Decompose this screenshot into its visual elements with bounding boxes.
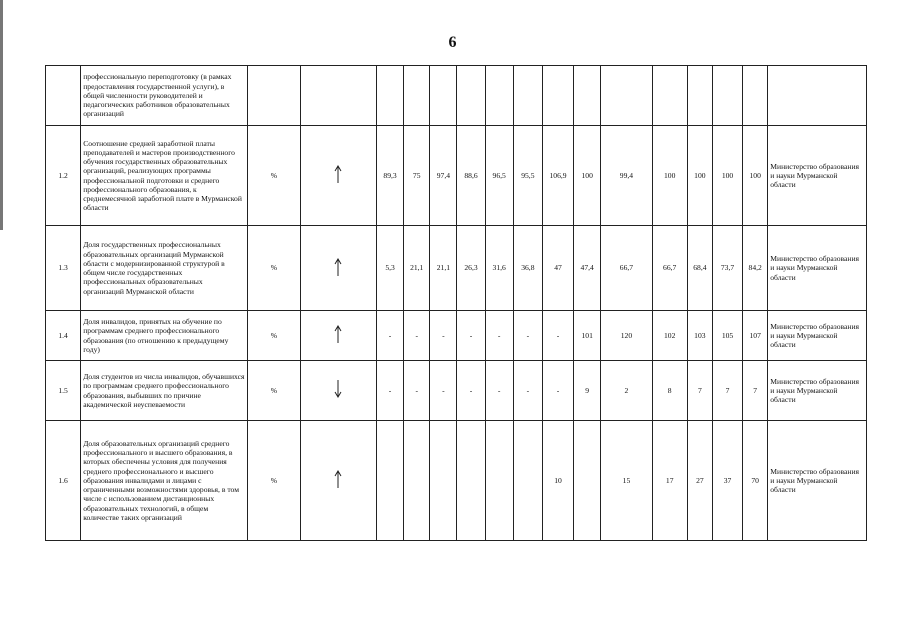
value-cell: 84,2	[743, 226, 768, 311]
value-cell: 73,7	[712, 226, 742, 311]
indicator-name-cell: Доля государственных профессиональных образовательных организаций Мурманской области с модернизированной структурой в общем числе государственных профессиональных образовательных организаций Мурманской области	[81, 226, 248, 311]
value-cell: 100	[652, 126, 687, 226]
value-cell: 8	[652, 361, 687, 421]
value-cell: -	[485, 361, 513, 421]
row-number-cell	[46, 66, 81, 126]
value-cell: -	[485, 311, 513, 361]
value-cell: 47	[542, 226, 573, 311]
page-number: 6	[448, 34, 457, 51]
row-number-cell: 1.5	[46, 361, 81, 421]
row-number-cell: 1.6	[46, 421, 81, 541]
indicator-name-cell: Доля образовательных организаций среднего профессионального и высшего образования, в которых обеспечены условия для получения среднего профессионального и высшего образования инвалидами и лицами с ограниченными возможностями здоровья, в том числе с использованием дистанционных образовательных технологий, в общем количестве таких организаций	[81, 421, 248, 541]
value-cell: 15	[601, 421, 652, 541]
growth-arrow-up-icon	[333, 324, 343, 344]
value-cell: 89,3	[376, 126, 403, 226]
value-cell: -	[513, 361, 542, 421]
value-cell: -	[430, 361, 457, 421]
value-cell	[652, 66, 687, 126]
value-cell	[485, 66, 513, 126]
unit-cell: %	[248, 226, 300, 311]
unit-cell: %	[248, 126, 300, 226]
unit-cell: %	[248, 311, 300, 361]
value-cell	[712, 66, 742, 126]
ministry-cell: Министерство образования и науки Мурманской области	[768, 361, 867, 421]
growth-arrow-up-icon	[333, 257, 343, 277]
value-cell: -	[457, 361, 485, 421]
value-cell: 21,1	[404, 226, 430, 311]
value-cell	[574, 66, 601, 126]
decline-arrow-down-icon	[333, 379, 343, 399]
direction-cell	[300, 126, 376, 226]
table-body	[46, 66, 867, 541]
value-cell: -	[430, 311, 457, 361]
value-cell	[687, 66, 712, 126]
table-row	[46, 66, 867, 126]
unit-cell: %	[248, 421, 300, 541]
table-row	[46, 226, 867, 311]
value-cell	[457, 66, 485, 126]
table-row	[46, 126, 867, 226]
value-cell	[542, 66, 573, 126]
direction-cell	[300, 226, 376, 311]
direction-cell	[300, 66, 376, 126]
value-cell: -	[513, 311, 542, 361]
value-cell	[376, 66, 403, 126]
value-cell: -	[376, 361, 403, 421]
value-cell: 96,5	[485, 126, 513, 226]
value-cell	[513, 66, 542, 126]
row-number-cell: 1.2	[46, 126, 81, 226]
direction-cell	[300, 421, 376, 541]
ministry-cell: Министерство образования и науки Мурманской области	[768, 126, 867, 226]
value-cell	[485, 421, 513, 541]
value-cell: 5,3	[376, 226, 403, 311]
value-cell	[404, 421, 430, 541]
value-cell: -	[542, 311, 573, 361]
value-cell	[404, 66, 430, 126]
value-cell: 9	[574, 361, 601, 421]
value-cell: -	[457, 311, 485, 361]
value-cell: 70	[743, 421, 768, 541]
value-cell	[743, 66, 768, 126]
table-row	[46, 421, 867, 541]
value-cell: 7	[687, 361, 712, 421]
unit-cell: %	[248, 361, 300, 421]
table-row	[46, 361, 867, 421]
value-cell: -	[542, 361, 573, 421]
ministry-cell: Министерство образования и науки Мурманской области	[768, 421, 867, 541]
table-row	[46, 311, 867, 361]
value-cell: 100	[712, 126, 742, 226]
value-cell: 100	[743, 126, 768, 226]
value-cell: 7	[712, 361, 742, 421]
value-cell: 95,5	[513, 126, 542, 226]
value-cell: 75	[404, 126, 430, 226]
indicator-name-cell: Доля инвалидов, принятых на обучение по программам среднего профессионального образования (по отношению к предыдущему году)	[81, 311, 248, 361]
value-cell: 27	[687, 421, 712, 541]
value-cell: 88,6	[457, 126, 485, 226]
value-cell: 103	[687, 311, 712, 361]
row-number-cell: 1.3	[46, 226, 81, 311]
value-cell: 106,9	[542, 126, 573, 226]
value-cell: 100	[687, 126, 712, 226]
value-cell: 101	[574, 311, 601, 361]
value-cell: 37	[712, 421, 742, 541]
value-cell	[574, 421, 601, 541]
value-cell: 66,7	[652, 226, 687, 311]
value-cell: -	[404, 361, 430, 421]
value-cell: 107	[743, 311, 768, 361]
value-cell: 7	[743, 361, 768, 421]
indicators-table	[45, 65, 867, 541]
growth-arrow-up-icon	[333, 469, 343, 489]
value-cell: 120	[601, 311, 652, 361]
value-cell	[513, 421, 542, 541]
value-cell: 17	[652, 421, 687, 541]
value-cell	[430, 421, 457, 541]
indicator-name-cell: Соотношение средней заработной платы преподавателей и мастеров производственного обучения государственных образовательных организаций, реализующих программы профессиональной подготовки и среднего профессионального образования, к среднемесячной заработной плате в Мурманской области	[81, 126, 248, 226]
value-cell: 99,4	[601, 126, 652, 226]
direction-cell	[300, 311, 376, 361]
indicator-name-cell: Доля студентов из числа инвалидов, обучавшихся по программам среднего профессионального образования, выбывших по причине академической неуспеваемости	[81, 361, 248, 421]
value-cell: -	[376, 311, 403, 361]
value-cell: 2	[601, 361, 652, 421]
growth-arrow-up-icon	[333, 164, 343, 184]
row-number-cell: 1.4	[46, 311, 81, 361]
value-cell: 21,1	[430, 226, 457, 311]
value-cell: 97,4	[430, 126, 457, 226]
value-cell: 102	[652, 311, 687, 361]
value-cell	[457, 421, 485, 541]
value-cell	[601, 66, 652, 126]
value-cell	[376, 421, 403, 541]
value-cell: 10	[542, 421, 573, 541]
ministry-cell	[768, 66, 867, 126]
value-cell: -	[404, 311, 430, 361]
indicator-name-cell: профессиональную переподготовку (в рамках предоставления государственной услуги), в общей численности руководителей и педагогических работников образовательных организаций	[81, 66, 248, 126]
unit-cell	[248, 66, 300, 126]
value-cell: 26,3	[457, 226, 485, 311]
direction-cell	[300, 361, 376, 421]
value-cell: 47,4	[574, 226, 601, 311]
ministry-cell: Министерство образования и науки Мурманской области	[768, 311, 867, 361]
value-cell: 36,8	[513, 226, 542, 311]
value-cell: 105	[712, 311, 742, 361]
ministry-cell: Министерство образования и науки Мурманской области	[768, 226, 867, 311]
value-cell	[430, 66, 457, 126]
value-cell: 68,4	[687, 226, 712, 311]
value-cell: 66,7	[601, 226, 652, 311]
value-cell: 100	[574, 126, 601, 226]
value-cell: 31,6	[485, 226, 513, 311]
